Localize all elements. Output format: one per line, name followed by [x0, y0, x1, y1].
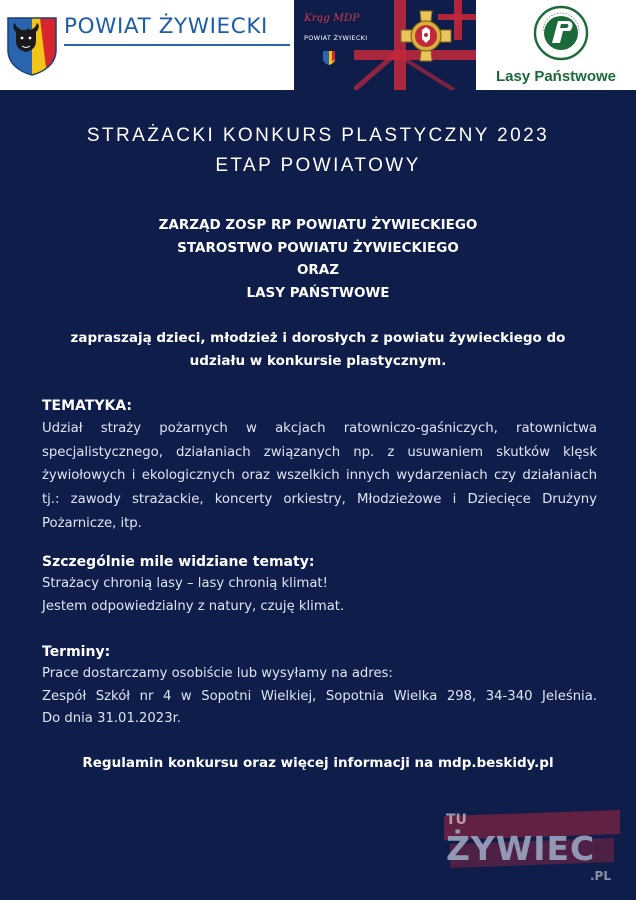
powiat-crest-icon	[6, 16, 58, 76]
header-logo-band	[0, 0, 636, 90]
terminy-deadline: Do dnia 31.01.2023r.	[42, 711, 181, 727]
organizer-starostwo: STAROSTWO POWIATU ŻYWIECKIEGO	[177, 240, 459, 256]
invitation-line2: udziału w konkursie plastycznym.	[189, 353, 447, 369]
section-terminy	[42, 641, 597, 731]
organizer-zosp: ZARZĄD ZOSP RP POWIATU ŻYWIECKIEGO	[158, 217, 478, 233]
tematyka-heading: TEMATYKA:	[42, 398, 133, 414]
tematy-line-1: Strażacy chronią lasy – lasy chronią klimat!	[42, 576, 328, 591]
krag-mdp-logo	[294, 0, 476, 90]
poster-title-line1: STRAŻACKI KONKURS PLASTYCZNY 2023	[86, 125, 550, 146]
watermark-main: ŻYWIEC	[446, 829, 596, 868]
terminy-address: Zespół Szkół nr 4 w Sopotni Wielkiej, Sopotnia Wielka 298, 34-340 Jeleśnia.	[42, 688, 597, 704]
mdp-subtitle: POWIAT ŻYWIECKI	[304, 34, 368, 42]
watermark-tu: TU	[446, 812, 467, 828]
section-tematyka	[42, 395, 597, 536]
organizer-lasy: LASY PAŃSTWOWE	[246, 285, 390, 301]
watermark-pl: .PL	[590, 869, 611, 883]
terminy-heading: Terminy:	[42, 644, 111, 660]
terminy-line-1: Prace dostarczamy osobiście lub wysyłamy na adres:	[42, 666, 393, 681]
fire-brigade-badge-icon	[400, 10, 452, 62]
tuzywiec-watermark-logo	[444, 804, 620, 888]
powiat-name: POWIAT ŻYWIECKI	[64, 14, 268, 39]
tematy-heading: Szczególnie mile widziane tematy:	[42, 554, 315, 570]
tematyka-text: Udział straży pożarnych w akcjach ratowniczo-gaśniczych, ratownictwa specjalistycznego, działaniach związanych np. z usuwaniem skutków klęsk żywiołowych i ekologicznych oraz wszelkich innych wydarzeniach czy działaniach tj.: zawody strażackie, koncerty orkiestry, Młodzieżowe i Dziecięce Drużyny Pożarnicze, itp.	[42, 421, 597, 531]
small-powiat-crest-icon	[322, 50, 336, 66]
organizer-oraz: ORAZ	[296, 262, 340, 278]
invitation-line1: zapraszają dzieci, młodzież i dorosłych z powiatu żywieckiego do	[70, 330, 566, 346]
lasy-panstwowe-name: Lasy Państwowe	[495, 68, 617, 85]
poster-title-line2: ETAP POWIATOWY	[215, 155, 421, 176]
powiat-underline	[64, 44, 290, 46]
tematy-line-2: Jestem odpowiedzialny z natury, czuję klimat.	[42, 598, 345, 614]
powiat-zywiecki-logo	[0, 0, 294, 90]
krag-mdp-script: Krąg MDP	[304, 12, 360, 24]
lasy-panstwowe-emblem-icon	[533, 5, 589, 61]
regulamin-info: Regulamin konkursu oraz więcej informacji na mdp.beskidy.pl	[82, 755, 554, 771]
lasy-panstwowe-logo	[476, 0, 636, 90]
section-tematy	[42, 551, 597, 618]
